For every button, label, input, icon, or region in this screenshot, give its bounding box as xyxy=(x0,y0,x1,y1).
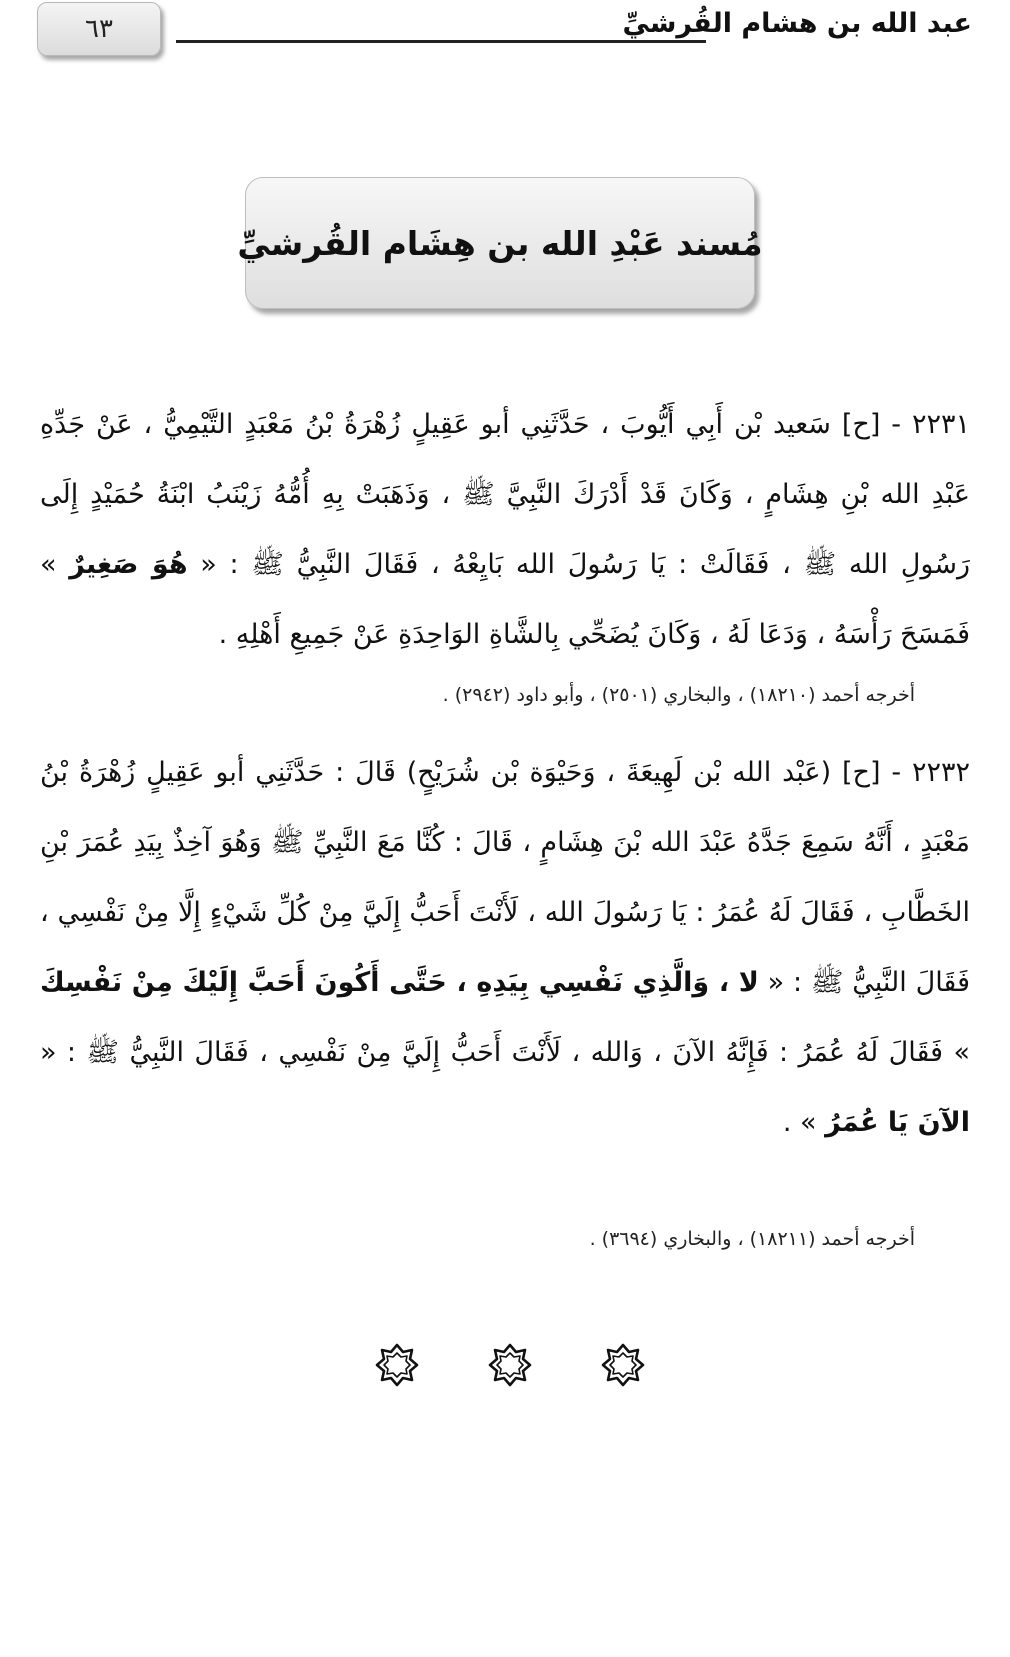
hadith-2232-citation: أخرجه أحمد (١٨٢١١) ، والبخاري (٣٦٩٤) . xyxy=(589,1228,915,1250)
hadith-2231-quote: هُوَ صَغِيرٌ xyxy=(69,549,188,580)
hadith-2231-text-1: ٢٢٣١ - [ح] سَعيد بْن أَبِي أَيُّوبَ ، حَدَّثَنِي أبو عَقِيلٍ زُهْرَةُ بْنُ مَعْبَدٍ التَّيْمِيُّ ، عَنْ جَدِّهِ عَبْدِ الله بْنِ هِشَامٍ ، وَكَانَ قَدْ أَدْرَكَ النَّبِيَّ ﷺ ، وَذَهَبَتْ بِهِ أُمُّهُ زَيْنَبُ ابْنَةُ حُمَيْدٍ إِلَى رَسُولِ الله ﷺ ، فَقَالَتْ : يَا رَسُولَ الله بَايِعْهُ ، فَقَالَ النَّبِيُّ ﷺ : « xyxy=(40,409,970,580)
page-header xyxy=(0,0,1010,70)
octagram-icon xyxy=(601,1343,645,1387)
hadith-2231-text-2: » فَمَسَحَ رَأْسَهُ ، وَدَعَا لَهُ ، وَكَانَ يُضَحِّي بِالشَّاةِ الوَاحِدَةِ عَنْ جَمِيعِ أَهْلِهِ . xyxy=(40,549,970,650)
section-end-ornaments xyxy=(375,1340,645,1390)
hadith-2232 xyxy=(40,738,970,1158)
hadith-2231-citation: أخرجه أحمد (١٨٢١٠) ، والبخاري (٢٥٠١) ، وأبو داود (٢٩٤٢) . xyxy=(442,684,915,706)
hadith-2232-quote-1: لا ، وَالَّذِي نَفْسِي بِيَدِهِ ، حَتَّى أَكُونَ أَحَبَّ إِلَيْكَ مِنْ نَفْسِكَ xyxy=(40,967,759,998)
section-title: مُسند عَبْدِ الله بن هِشَام القُرشيِّ xyxy=(237,223,763,263)
hadith-2232-text-3: » . xyxy=(782,1107,826,1138)
hadith-2232-quote-2: الآنَ يَا عُمَرُ xyxy=(825,1107,970,1138)
section-title-box xyxy=(237,177,763,309)
header-rule xyxy=(176,40,706,43)
page-number-box xyxy=(37,2,161,56)
octagram-icon xyxy=(488,1343,532,1387)
page-number: ٦٣ xyxy=(85,14,113,44)
running-title: عبد الله بن هشام القُرشيِّ xyxy=(622,8,972,39)
hadith-2232-text-1: ٢٢٣٢ - [ح] (عَبْد الله بْن لَهِيعَةَ ، وَحَيْوَة بْن شُرَيْحٍ) قَالَ : حَدَّثَنِي أبو عَقِيلٍ زُهْرَةُ بْنُ مَعْبَدٍ ، أَنَّهُ سَمِعَ جَدَّهُ عَبْدَ الله بْنَ هِشَامٍ ، قَالَ : كُنَّا مَعَ النَّبِيِّ ﷺ وَهُوَ آخِذٌ بِيَدِ عُمَرَ بْنِ الخَطَّابِ ، فَقَالَ لَهُ عُمَرُ : يَا رَسُولَ الله ، لَأَنْتَ أَحَبُّ إِلَيَّ مِنْ كُلِّ شَيْءٍ إِلَّا مِنْ نَفْسِي ، فَقَالَ النَّبِيُّ ﷺ : « xyxy=(40,757,970,998)
hadith-2231 xyxy=(40,390,970,670)
hadith-2232-text-2: » فَقَالَ لَهُ عُمَرُ : فَإِنَّهُ الآنَ ، وَالله ، لَأَنْتَ أَحَبُّ إِلَيَّ مِنْ نَفْسِي ، فَقَالَ النَّبِيُّ ﷺ : « xyxy=(40,1037,970,1068)
octagram-icon xyxy=(375,1343,419,1387)
